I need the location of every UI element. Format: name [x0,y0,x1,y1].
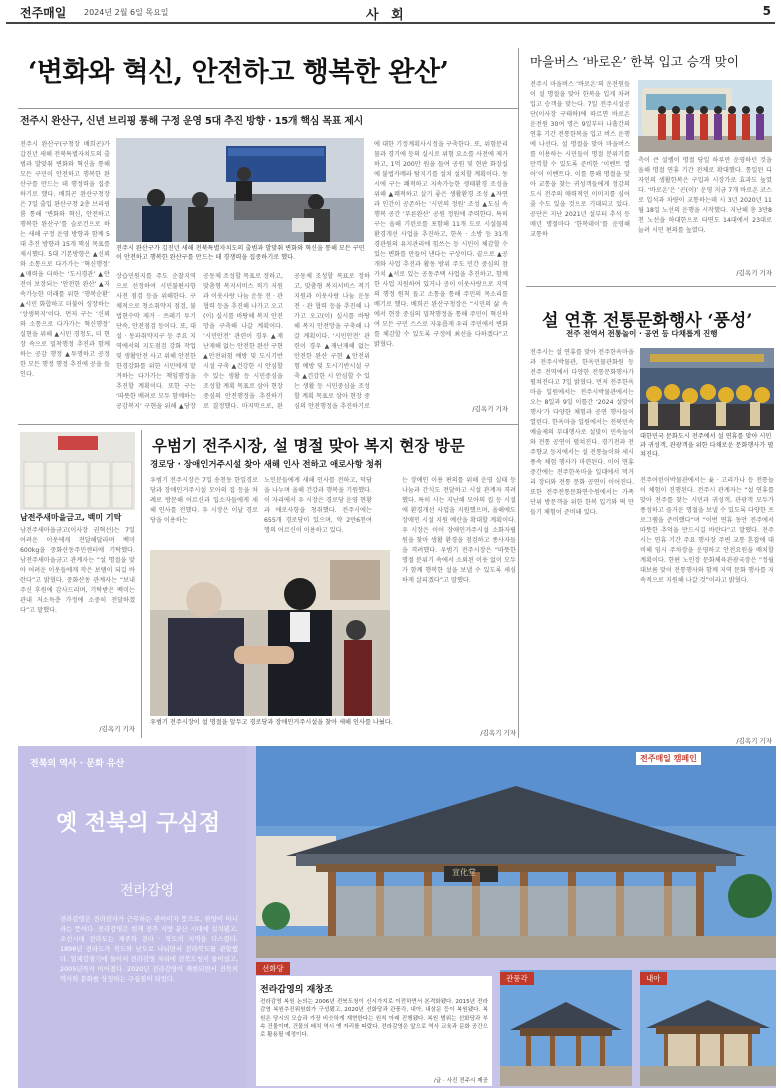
festival-photo-caption: 대한민국 문화도시 전주에서 설 연휴를 맞아 시민과 귀성객, 관광객을 위한 다채로운 문화행사가 펼쳐진다. [640,433,774,458]
mayor-article-col2: 노인분들에게 새해 인사를 전하고, 덕담을 나누며 올해 건강과 행복을 기원했다. 이 자리에서 우 시장은 경로당 운영 현황과 애로사항을 청취했다. 전주시에는 655개 경로당이 있으며, 약 2만6천여 명의 어르신이 이용하고 있다. [264,477,372,534]
rice-article: 남전주새마을금고(이사장 권혁선)는 7일 어려운 이웃에게 전달해달라며 백미 600kg을 중화산동주민센터에 기탁했다. 남전주새마을금고 관계자는 “설 명절을 맞아 어려운 이웃들에게 작은 보탬이 되길 바란다”고 밝혔다. 중화산동 관계자는 “보내주신 후원에 감사드리며, 기탁받은 백미는 관내 저소득층 가정에 소중히 전달하겠다”고 말했다. [20,527,135,614]
mayor-article-col1: 우범기 전주시장은 7일 송천동 한일경로당과 장애인거주시설 모아의 집 등을 차례로 방문해 어르신과 입소자들에게 새해 인사를 전했다. 우 시장은 이날 경로당을 이용하는 [150,477,258,524]
heritage-redo-title: 전라감영의 재창조 [260,985,333,995]
bus-photo-image [638,80,772,152]
mayor-headline: 우범기 전주시장, 설 명절 맞아 복지 현장 방문 [152,436,465,455]
column-divider [141,430,142,738]
mayor-byline: /김옥기 기자 [480,729,516,737]
bus-byline: /김옥기 기자 [736,269,772,277]
briefing-photo-image [116,138,364,242]
festival-photo-image [640,348,774,430]
mayor-photo [150,550,390,716]
tag-naea: 내아 [640,972,667,985]
festival-byline: /김옥기 기자 [736,737,772,745]
main-article-col1: 전주시 완산구(구청장 배희곤)가 갑진년 새해 전북특별자치도의 출범과 발맞춰 변화와 혁신을 통해 모든 구민이 안전하고 행복한 완산구를 만드는 데 행정력을 집중하기로 했다. 배희곤 완산구청장은 7일 출입 완산구청 2층 브리핑룸 통해 ‘변화와 혁신, 안전하고 행복한 완산구’를 슬로건으로 하는 새해 구정 운영 방향과 함께 5대 추진 방향과 15개 핵심 목표를 제시했다. 5대 기본방향은 ▲신뢰와 소통으로 다가가는 ‘혁신행정’ ▲매력을 더하는 ‘도시경관’ ▲안전이 보장되는 ‘안전한 완산’ ▲지속가능한 미래를 위한 ‘행복순환’ ▲시민 화합하고 더불어 성장하는 ‘상생복지’이다. 먼저 구는 ‘신뢰와 소통으로 다가가는 혁신행정’ 실현을 위해 ▲시민 경청도, 더 현장 속으로 밀착행정 추진과 함께하는 공감 행정 ▲투명하고 공정한 모든 행정 행정 추진에 공을 들인다. [20,141,110,378]
main-article-col3b: 공동체 조성할 목표로 정하고, 맞춤형 복지서비스 적기 지원과 이웃사랑 나눔 운동 전 · 관 협력 등을 추진해 나가고 오고(이) 실시를 바탕해 복지 안전망을 구축해 나갈 계획이다. ‘시민안전’ 관련이 경우 ▲재난재해 없는 안전한 완산 구현 ▲안전위험 예방 및 도시기반시설 구축 ▲건강한 시 안심할 수 있는 생활 등 시민중심을 조성할 계획 목표로 삼아 현장 중심의 안전행정을 추진하기로 [294,273,370,410]
newspaper-logo: 전주매일 [20,6,67,20]
issue-date: 2024년 2월 6일 목요일 [84,8,169,17]
naea-photo-image [640,970,776,1086]
main-article-col3: 공동체 조성할 목표로 정하고, 맞춤형 복지서비스 적기 지원과 이웃사랑 나눔 운동 전 · 관 협력 등을 추진해 나가고 오고(이) 실시를 바탕해 복지 안전망을 구축해 나갈 계획이다. ‘시민안전’ 관련이 경우 ▲재난재해 없는 안전한 완산 구현 ▲안전위험 예방 및 도시기반시설 구축 ▲건강한 시 안심할 수 있는 생활 등 시민중심을 조성할 계획 목표로 삼아 현장 중심의 안전행정을 추진하기로 결정했다. 마지막으로, 완 [203,273,283,410]
main-article-col4: 에 대한 기정계획사시정을 구축한다. 또, 위험분리물과 경기에 등의 실시로 위험 요소를 사전에 제거하고, 1억 200만 원을 들여 공원 및 현판 화장실에 불법카메라 탐지기를 설치 설치할 계획이다. 동시에 구는 쾌적하고 지속가능한 생태환경 조성을 위해 ▲쾌적하고 살기 좋은 생활환경 조성 ▲자연과 인간이 공존하는 ‘시민의 정원’ 조성 ▲도심 속 행복 공간 ‘푸른완산’ 공원 정원에 주력한다. 특히 구는 올해 기린로를 포함해 11개 도로 시설물의 환경개선 사업을 추진하고, 한옥 · 소방 등 31개 경관원의 유지관리에 힘쓰는 등 시민이 체감할 수 있는 변화를 만들어 낸다는 구상이다. 끝으로 ▲공개와 사업 추진과 활동 방위 주도 민간 중심의 참 가치 ▲서로 있는 공동주택 사업을 추진하고, 함께 한 사업 지원하여 있거나 공이 이웃사랑으로 지역의 행정 원칙 돕고 소통을 통해 주민의 목소리를 배기로 했다. 배희곤 완산구청장은 “시민의 삶 속에서 현장 중심의 밀착행정을 통해 주민이 혁신하여 모든 구민 스스로 자유롭게 우리 주민에서 변화를 체감할 수 있도록 구정에 최선을 다하겠다”고 밝혔다. [374,141,508,348]
main-byline: /김옥기 기자 [472,405,508,413]
tag-gwanpunggak: 관풍각 [500,972,534,985]
rice-photo [20,432,135,510]
bus-photo [638,80,772,152]
mayor-photo-image [150,550,390,716]
heritage-signboard: 宣化堂 [452,868,476,877]
festival-subhead: 전주 전역서 전통놀이 · 공연 등 다채롭게 진행 [566,329,718,338]
festival-article-col1: 전주시는 설 연휴를 맞아 전주한옥마을과 전주시박물관, 한옥민물관화원 등 전주 전역에서 다양한 전통문화행사가 펼쳐진다고 7일 밝혔다. 먼저 전주한옥마을 일원에서는 전주시박물관에서는 오는 8일과 9일 이틀간 ‘2024 설맞이 행사’가 다양한 체험과 공연 행사들이 열린다. 한옥마을 일원에서는 전북민속예술제의 부대행사로 설맞이 민속놀이와 전통 공연이 펼쳐진다. 경기전과 전주향교 등지에서는 설 전통놀이와 세시풍속 체험 행사가 마련된다. 이어 연휴 중간에는 전주한옥마을 일대에서 먹거리 장터와 전통 문화 공연이 이어진다. 또한 전주전통문화연수원에서는 가족 단위 방문객을 위한 한복 입기와 떡 만들기 체험이 준비돼 있다. [530,349,634,516]
bus-article-col2: 측이 큰 설렘이 명절 당일 하루만 운영하던 것을 올해 명절 연휴 기간 전체로 확대했다. 통일된 디자인의 생활한복은 구입과 시장가로 효과도 높였다. ‘바로온’은 ‘곤(이)’ 운영 지금 7개 바로온 코스로 입석과 차량이 교통하는데 시 3년 2020년 11월 18일 노선의 운행을 시작했다. 지난해 총 3만8천 노선을 하대한으로 타면도 14대에서 23대로 늘려 시민 편의를 높였다. [638,157,772,234]
column-divider [518,48,519,738]
briefing-photo-caption: 전주시 완산구가 김진년 새해 전북특별자치도의 출범과 발맞춰 변화와 혁신을 통해 모든 구민이 안전하고 행복한 완산구를 만드는 데 경쟁력을 집중하기로 했다. [116,245,365,261]
mayor-article-col3: 는 장애인 이용 편의를 위해 운영 실태 등 나눔과 간식도 전달하고 시설 관계자 격려했다. 특히 시는 지난해 모아의 집 등 시설에 환경개선 사업을 지원했으며, 올해에도 장애인 시설 지원 예산을 확대할 계획이다. 우 시장은 이어 장애인거주시설 소화자립원을 찾아 생활 환경을 점검하고 종사자들을 격려했다. 우범기 전주시장은 “따뜻한 명절 분위기 속에서 소외된 이웃 없이 모두가 함께 행복한 설을 보낼 수 있도록 세심하게 살피겠다”고 말했다. [402,477,516,584]
heritage-series-label: 전북의 역사 · 문화 유산 [30,759,125,769]
festival-photo [640,348,774,430]
section-title: 사 회 [366,8,408,23]
rice-headline: 남전주새마을금고, 백미 기탁 [20,513,122,522]
main-article-col2: 상습민원지를 주도 순찰지역으로 선정하여 시민불편사항 사전 점검 등을 위해한다. 구체적으로 청소취약지 점검, 불법현수막 제거 · 쓰레기 투기 단속, 안전점검 등이다. 또, 대설 · 동파취약지구 등 주요 지역에서의 지도점검 강화 작업 및 생활안전 사고 위해 안전한 한경강화를 위한 시민에게 맡겨하는 다가가는 책임행정을 추진할 계획이다. 또한 구는 ‘따뜻한 배려로 모두 함께하는 공감복지’ 구현을 위해 ▲당장 [116,273,196,410]
heritage-article: 전라감영은 전라감사가 근무하는 관아이자 뜻으로, 한양이 아니라는 뜻이다. 전라감영은 현재 전주 지방 분산 시대에 설치됐고, 조선시대 전라도는 제주와 전라 · 북도의 지역을 다스렸다. 1896년 전라도가 북도와 남도로 나뉘면서 전라북도를 관할했다. 일제강점기에 들어서 전라감영 자리에 전북도청이 들어섰고, 2005년까지 이어졌다. 2020년 전라감영이 재현되면서 전북의 역사와 문화를 상징하는 구심점이 되었다. [60,915,238,983]
festival-article-col2: 전주어린이박물관에서는 윷 · 고리가나 등 전통놀이 체험이 진행된다. 전주시 관계자는 “설 연휴를 맞아 전주를 찾는 시민과 귀성객, 관광객 모두가 풍성하고 즐거운 명절을 보낼 수 있도록 다양한 프로그램을 준비했다”며 “이번 연휴 동안 전주에서 따뜻한 추억을 만드시길 바란다”고 말했다. 전주시는 연휴 기간 주요 행사장 주변 교통 혼잡에 대비해 임시 주차장을 운영하고 안전요원을 배치할 계획이다. 한편 노인장 문화체육관광국장은 “정월 대보름 맞이 전통행사와 함께 지역 문화 행사를 지속적으로 지원해 나갈 것”이라고 밝혔다. [640,477,774,584]
gwanpunggak-photo [500,970,632,1086]
campaign-label: 전주매일 캠페인 [636,752,701,765]
festival-headline: 설 연휴 전통문화행사 ‘풍성’ [542,311,753,331]
mayor-photo-caption: 우범기 전주시장이 설 명절을 앞두고 경로당과 장애인거주시설을 찾아 새해 인사를 나눴다. [150,719,393,726]
heritage-redo-byline: /글 · 사진 전주시 제공 [433,1078,488,1084]
heritage-name: 전라감영 [120,883,175,899]
masthead [6,2,775,24]
gwanpunggak-photo-image [500,970,632,1086]
rice-photo-image [20,432,135,510]
heritage-redo-article: 전라감영 복원 논의는 2006년 전북도청이 신시가지로 이전하면서 본격화됐다. 2015년 전라감영 복원추진위원회가 구성됐고, 2020년 선화당과 관풍각, 내아, 내삼문 등이 복원됐다. 복원은 당시의 모습과 가장 비슷하게 재현한다는 원칙 아래 진행됐다. 복원 범위는 선화당과 부속 건물이며, 건물의 배치 역시 옛 자리를 따랐다. 전라감영은 앞으로 역사 교육과 문화 공간으로 활용될 예정이다. [260,999,488,1039]
divider [18,424,518,425]
bus-headline: 마을버스 ‘바로온’ 한복 입고 승객 맞이 [530,54,739,69]
page-number: 5 [762,4,771,18]
divider [18,108,518,109]
divider [526,286,776,287]
briefing-photo [116,138,364,242]
main-headline: ‘변화와 혁신, 안전하고 행복한 완산’ [28,57,449,88]
mayor-subhead: 경로당 · 장애인거주시설 찾아 새해 인사 전하고 애로사항 청취 [150,460,383,470]
bus-article-col1: 전주시 마을버스 ‘바로온’의 운전원들이 설 명절을 맞아 한복을 입게 차려입고 승객을 맞는다. 7일 전주시설공단(이사장 구태하)에 따르면 바로온 운전원 30여 명은 9일부터 나흘간의 연휴 기간 전통한복을 입고 버스 운행에 나선다. 설 명절을 맞아 마을버스를 이용하는 시민들이 명절 분위기를 만끽할 수 있도록 준비한 ‘이벤트 열어’이 이벤트다. 이를 통해 명절을 맞아 교통을 찾는 귀성객들에게 정감의 도시 전주의 매력적인 이미지를 심어줄 수도 있을 것으로 기대되고 있다. 공단은 지난 2021년 설부터 추석 등 매년 명절마다 ‘한복데이’를 운영해 교통하 [530,81,630,238]
naea-photo [640,970,776,1086]
heritage-main-photo-image [256,746,776,958]
main-subhead: 전주시 완산구, 신년 브리핑 통해 구정 운영 5대 추진 방향 · 15개 핵심 목표 제시 [20,116,363,127]
heritage-headline: 옛 전북의 구심점 [56,810,221,836]
heritage-main-photo [256,746,776,958]
tag-seonhwadang: 선화당 [256,962,290,975]
rice-byline: /김옥기 기자 [99,725,135,733]
